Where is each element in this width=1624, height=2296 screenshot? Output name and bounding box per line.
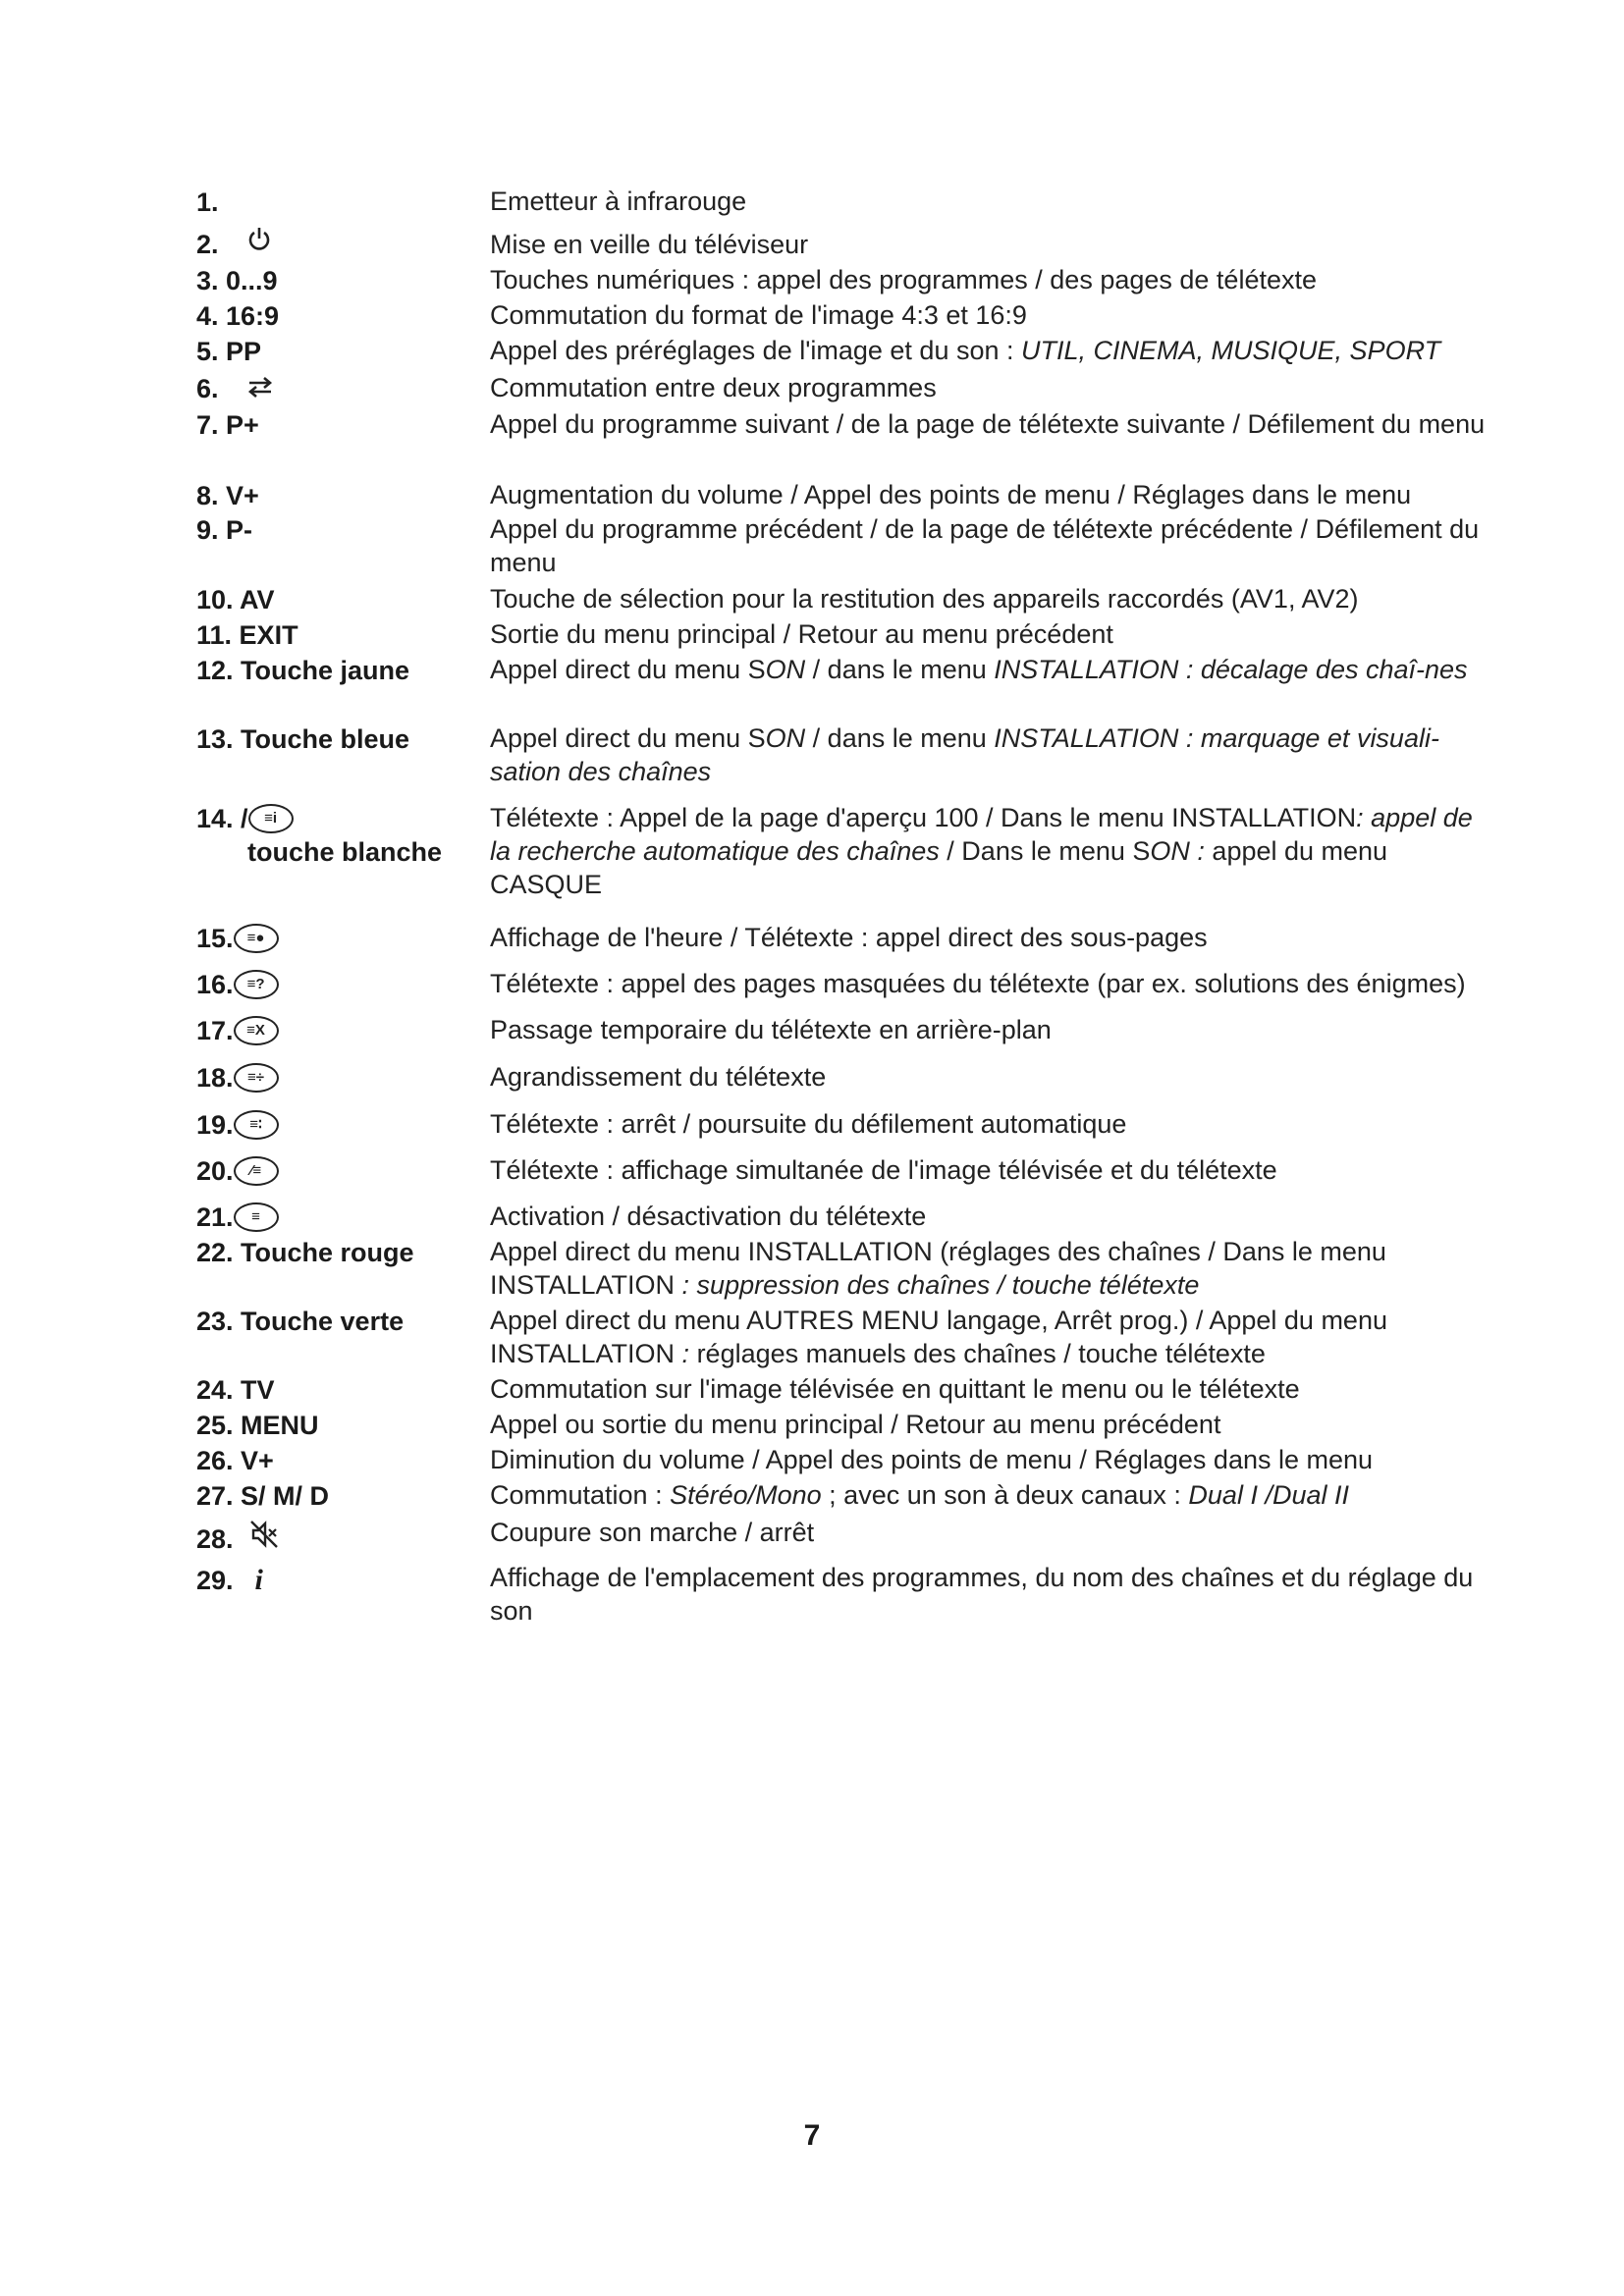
teletext-mix-icon: ⁄≡ <box>234 1156 279 1186</box>
item-key: 21. ≡ <box>196 1200 279 1235</box>
item-key: 24. TV <box>196 1375 275 1405</box>
item-desc: Emetteur à infrarouge <box>490 187 747 216</box>
item-desc: Commutation entre deux programmes <box>490 373 937 402</box>
item-desc: Mise en veille du téléviseur <box>490 230 809 259</box>
item-desc: Passage temporaire du télétexte en arrière-plan <box>490 1015 1052 1044</box>
item-desc: Affichage de l'heure / Télétexte : appel direct des sous-pages <box>490 923 1208 952</box>
item-desc: Appel direct du menu SON / dans le menu INSTALLATION : marquage et visuali-sation des chaînes <box>490 723 1439 786</box>
item-key: 9. P- <box>196 515 253 545</box>
teletext-size-icon: ≡÷ <box>234 1063 279 1093</box>
teletext-cancel-icon: ≡X <box>234 1016 279 1045</box>
item-desc: Appel ou sortie du menu principal / Retour au menu précédent <box>490 1410 1221 1439</box>
item-key: 15. ≡● <box>196 921 279 956</box>
item-desc: Commutation du format de l'image 4:3 et 16:9 <box>490 300 1027 330</box>
item-desc: Commutation sur l'image télévisée en quittant le menu ou le télétexte <box>490 1374 1300 1404</box>
item-desc: Télétexte : appel des pages masquées du télétexte (par ex. solutions des énigmes) <box>490 969 1466 998</box>
item-key: 16. ≡? <box>196 967 279 1002</box>
item-desc: Coupure son marche / arrêt <box>490 1518 815 1547</box>
teletext-reveal-icon: ≡? <box>234 970 279 999</box>
item-desc: Appel direct du menu AUTRES MENU langage, Arrêt prog.) / Appel du menu INSTALLATION : réglages manuels des chaînes / touche télétexte <box>490 1306 1387 1368</box>
item-desc: Appel du programme suivant / de la page de télétexte suivante / Défilement du menu <box>490 409 1486 439</box>
item-desc: Activation / désactivation du télétexte <box>490 1201 927 1231</box>
item-key: 3. 0...9 <box>196 266 278 295</box>
power-icon <box>246 226 272 262</box>
teletext-icon: ≡ <box>234 1202 279 1232</box>
teletext-clock-icon: ≡● <box>234 924 279 953</box>
item-key-secondary: touche blanche <box>247 837 443 867</box>
item-key: 17. ≡X <box>196 1013 279 1048</box>
teletext-info-icon: ≡i <box>248 804 294 833</box>
item-desc: Touches numériques : appel des programmes / des pages de télétexte <box>490 265 1317 294</box>
item-key: 23. Touche verte <box>196 1307 405 1336</box>
item-desc: Sortie du menu principal / Retour au menu précédent <box>490 619 1113 649</box>
item-key: 10. AV <box>196 585 275 614</box>
item-key: 12. Touche jaune <box>196 656 410 685</box>
item-key: 11. EXIT <box>196 620 298 650</box>
item-key: 7. P+ <box>196 410 259 440</box>
item-key: 14. / ≡i <box>196 801 294 836</box>
item-key: 5. PP <box>196 337 262 366</box>
item-key: 22. Touche rouge <box>196 1238 414 1267</box>
item-desc: Commutation : Stéréo/Mono ; avec un son à deux canaux : Dual I /Dual II <box>490 1480 1349 1510</box>
item-desc: Diminution du volume / Appel des points de menu / Réglages dans le menu <box>490 1445 1374 1474</box>
item-key: 19. ≡∶ <box>196 1107 279 1143</box>
item-desc: Touche de sélection pour la restitution des appareils raccordés (AV1, AV2) <box>490 584 1359 614</box>
item-desc: Agrandissement du télétexte <box>490 1062 827 1092</box>
swap-icon <box>246 371 274 406</box>
item-key: 4. 16:9 <box>196 301 280 331</box>
item-desc: Appel direct du menu INSTALLATION (réglages des chaînes / Dans le menu INSTALLATION : suppression des chaînes / touche télétexte <box>490 1237 1386 1300</box>
item-desc: Télétexte : Appel de la page d'aperçu 100 / Dans le menu INSTALLATION: appel de la recherche automatique des chaînes / Dans le menu SON : appel du menu CASQUE <box>490 803 1473 899</box>
item-key: 20. ⁄≡ <box>196 1153 279 1189</box>
teletext-hold-icon: ≡∶ <box>234 1110 279 1140</box>
item-desc: Appel du programme précédent / de la page de télétexte précédente / Défilement du menu <box>490 514 1480 577</box>
item-desc: Augmentation du volume / Appel des points de menu / Réglages dans le menu <box>490 480 1412 509</box>
item-key: 1. <box>196 187 219 217</box>
item-key: 25. MENU <box>196 1411 319 1440</box>
item-key: 8. V+ <box>196 481 259 510</box>
item-key: 2. <box>196 226 272 262</box>
item-key: 18. ≡÷ <box>196 1060 279 1095</box>
item-desc: Affichage de l'emplacement des programmes, du nom des chaînes et du réglage du son <box>490 1563 1474 1626</box>
item-desc: Télétexte : arrêt / poursuite du défilement automatique <box>490 1109 1127 1139</box>
item-desc: Télétexte : affichage simultanée de l'image télévisée et du télétexte <box>490 1155 1277 1185</box>
item-key: 27. S/ M/ D <box>196 1481 330 1511</box>
item-desc: Appel direct du menu SON / dans le menu INSTALLATION : décalage des chaî-nes <box>490 655 1468 684</box>
item-key: 26. V+ <box>196 1446 274 1475</box>
item-desc: Appel des préréglages de l'image et du son : UTIL, CINEMA, MUSIQUE, SPORT <box>490 336 1441 365</box>
mute-icon <box>249 1520 279 1558</box>
item-key: 29. i <box>196 1564 263 1596</box>
page-number: 7 <box>803 2119 821 2152</box>
info-icon: i <box>254 1564 263 1596</box>
item-key: 13. Touche bleue <box>196 724 410 754</box>
item-key: 28. <box>196 1520 279 1558</box>
item-key: 6. <box>196 371 274 406</box>
